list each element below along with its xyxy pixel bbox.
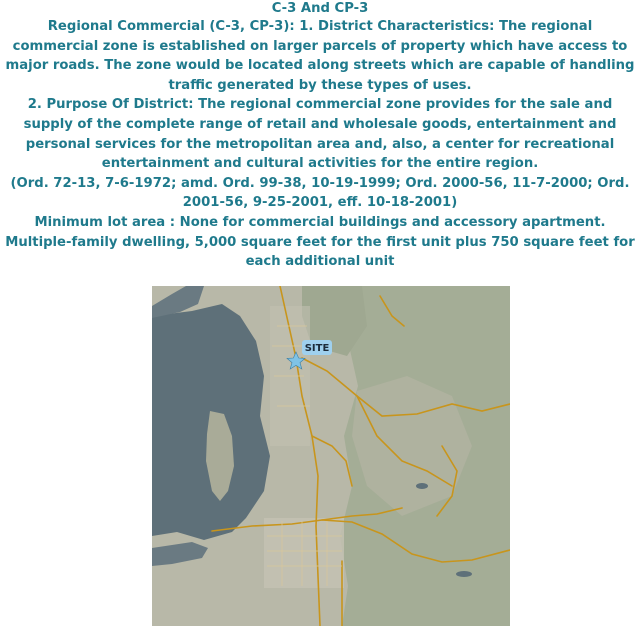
map-graphic: [152, 286, 510, 626]
map-reservoir: [416, 483, 428, 489]
document-title: C-3 And CP-3: [271, 1, 369, 16]
minimum-lot-area: Minimum lot area : None for commercial buildings and accessory apartment. Multiple-family dwelling, 5,000 square feet for the first unit plus 750 square feet for each additional unit: [5, 214, 635, 270]
document: [0, 0, 640, 272]
paragraph-purpose-of-district: 2. Purpose Of District: The regional commercial zone provides for the sale and supply of the complete range of retail and wholesale goods, entertainment and personal services for the metropolitan area and, also, a center for recreational entertainment and cultural activities for the entire region.: [23, 97, 617, 172]
map-reservoir: [456, 571, 472, 577]
paragraph-district-characteristics: Regional Commercial (C-3, CP-3): 1. District Characteristics: The regional commercial zone is established on larger parcels of property which have access to major roads. The zone would be located along streets which are capable of handling traffic generated by these types of uses.: [5, 19, 635, 93]
site-label: SITE: [304, 343, 330, 354]
ordinance-citations: (Ord. 72-13, 7-6-1972; amd. Ord. 99-38, 10-19-1999; Ord. 2000-56, 11-7-2000; Ord. 2001-56, 9-25-2001, eff. 10-18-2001): [10, 175, 630, 211]
map-urban-area: [264, 518, 344, 588]
location-map: [152, 286, 510, 626]
